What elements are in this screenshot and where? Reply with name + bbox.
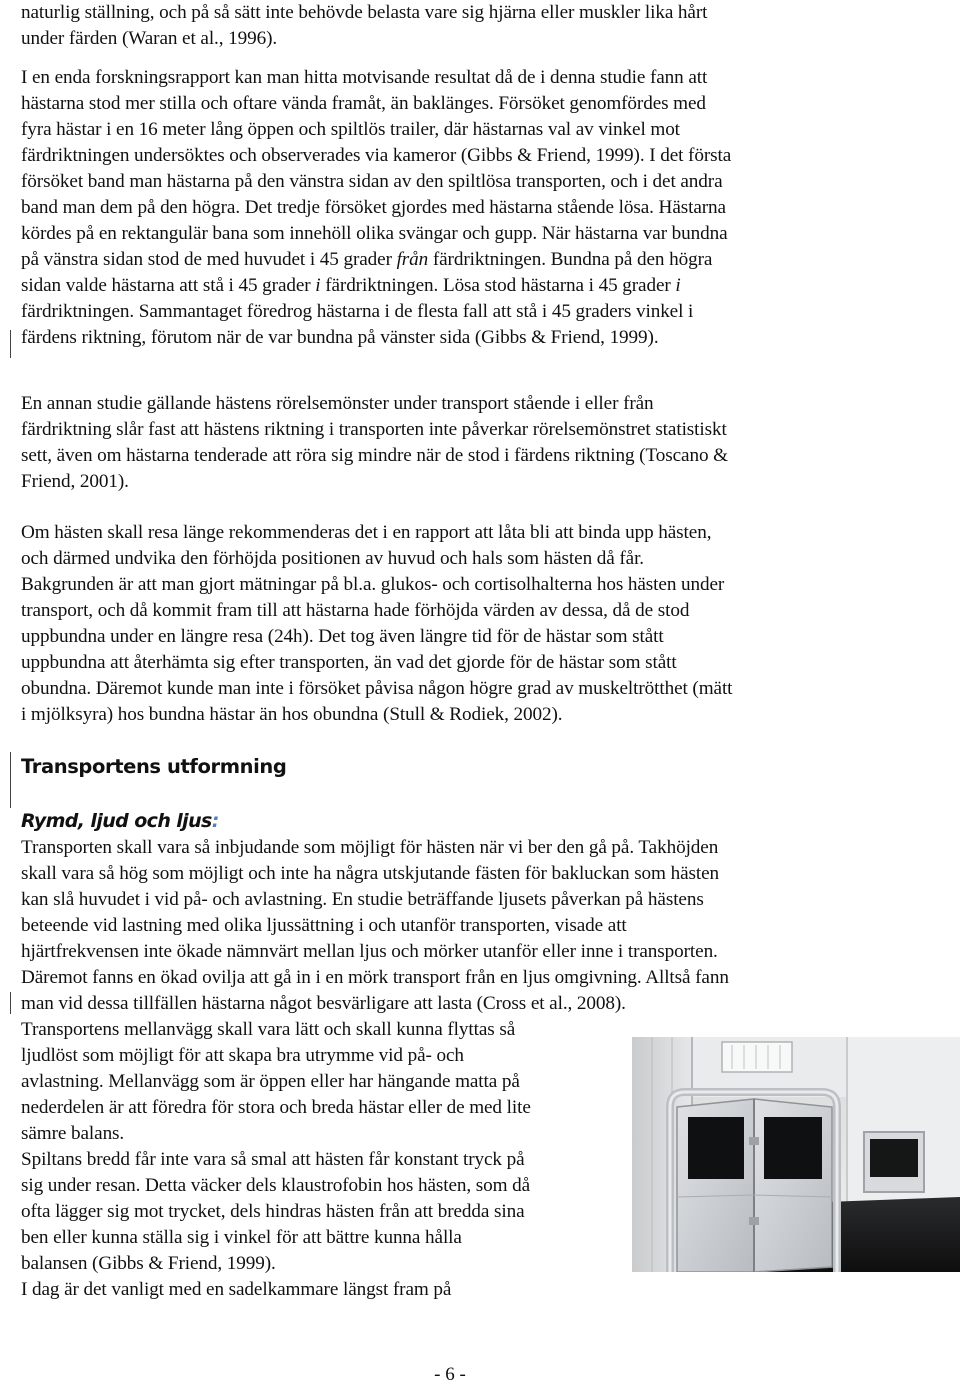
paragraph-4	[21, 520, 871, 728]
text-line: En annan studie gällande hästens rörelsemönster under transport stående i eller från	[21, 393, 654, 414]
text-line: Om hästen skall resa länge rekommenderas det i en rapport att låta bli att binda upp hästen,	[21, 522, 712, 543]
text-line: uppbundna att återhämta sig efter transporten, än vad det gjorde för de hästar som stått	[21, 652, 677, 673]
text-line: färdriktningen. Sammantaget föredrog hästarna i de flesta fall att stå i 45 graders vinkel i	[21, 301, 694, 322]
text-line: sämre balans.	[21, 1123, 125, 1144]
revision-bar	[10, 992, 11, 1014]
text-line: Transporten skall vara så inbjudande som möjligt för hästen när vi ber den gå på. Takhöjden	[21, 837, 719, 858]
text-line: Bakgrunden är att man gjort mätningar på bl.a. glukos- och cortisolhalterna hos hästen under	[21, 574, 725, 595]
text-line: och därmed undvika den förhöjda positionen av huvud och hals som hästen då får.	[21, 548, 645, 569]
text-line: band man dem på den högra. Det tredje försöket gjordes med hästarna stående lösa. Hästarna	[21, 197, 726, 218]
photo-illustration	[632, 1037, 960, 1272]
text-line: uppbundna under en längre resa (24h). Det tog även längre tid för de hästar som stått	[21, 626, 664, 647]
text-line: ljudlöst som möjligt för att skapa bra utrymme vid på- och	[21, 1045, 464, 1066]
italic-text: från	[396, 249, 429, 270]
text-line: kördes på en rektangulär bana som innehöll olika svängar och gupp. När hästarna var bundna	[21, 223, 728, 244]
text-line: man vid dessa tillfällen hästarna något besvärligare att lasta (Cross et al., 2008).	[21, 993, 626, 1014]
text-line: färdriktningen undersöktes och observerades via kameror (Gibbs & Friend, 1999). I det första	[21, 145, 732, 166]
text-run: på vänstra sidan stod de med huvudet i 45 grader	[21, 249, 397, 270]
text-run: sidan valde hästarna att stå i 45 grader	[21, 275, 316, 296]
page-number: - 6 -	[434, 1364, 466, 1385]
text-line: sig under resan. Detta väcker dels klaustrofobin hos hästen, som då	[21, 1175, 531, 1196]
heading-colon: :	[211, 810, 219, 832]
paragraph-3	[21, 391, 871, 495]
paragraph-8	[21, 1277, 631, 1303]
text-line: fyra hästar i en 16 meter lång öppen och spiltlös trailer, där hästarnas val av vinkel mot	[21, 119, 680, 140]
paragraph-5	[21, 835, 871, 1017]
text-line: ofta lägger sig mot trycket, dels hindras hästen från att bredda sina	[21, 1201, 525, 1222]
text-line: naturlig ställning, och på så sätt inte behövde belasta vare sig hjärna eller muskler lika hårt	[21, 2, 708, 23]
text-line: under färden (Waran et al., 1996).	[21, 28, 278, 49]
text-line: hästarna stod mer stilla och oftare vända framåt, än baklänges. Försöket genomfördes med	[21, 93, 706, 114]
text-run: färdriktningen. Bundna på den högra	[428, 249, 713, 270]
text-line	[21, 247, 871, 273]
text-line: försöket band man hästarna på den vänstra sidan av den spiltlösa transporten, och i det andra	[21, 171, 723, 192]
text-line: beteende vid lastning med olika ljussättning i och utanför transporten, visade att	[21, 915, 627, 936]
text-line: skall vara så hög som möjligt och inte ha några utskjutande fästen för bakluckan som hästen	[21, 863, 719, 884]
paragraph-1	[21, 0, 871, 52]
section-heading: Transportens utformning	[21, 755, 287, 778]
text-line: i mjölksyra) hos bundna hästar än hos obundna (Stull & Rodiek, 2002).	[21, 704, 563, 725]
text-line: sett, även om hästarna tenderade att röra sig mindre när de stod i färdens riktning (Toscano &	[21, 445, 728, 466]
subsection-heading	[21, 810, 219, 832]
text-line: Däremot fanns en ökad ovilja att gå in i en mörk transport från en ljus omgivning. Alltså fann	[21, 967, 729, 988]
revision-bar	[10, 330, 11, 358]
text-line: avlastning. Mellanvägg som är öppen eller har hängande matta på	[21, 1071, 520, 1092]
heading-text: Rymd, ljud och ljus	[21, 810, 212, 832]
text-line: kan slå huvudet i vid på- och avlastning. En studie beträffande ljusets påverkan på hästens	[21, 889, 704, 910]
text-line: transport, och då kommit fram till att hästarna hade förhöjda värden av dessa, då de stod	[21, 600, 690, 621]
text-line: nederdelen är att föredra för stora och breda hästar eller de med lite	[21, 1097, 531, 1118]
revision-bar	[10, 752, 11, 808]
text-line: obundna. Däremot kunde man inte i försöket påvisa någon högre grad av muskeltrötthet (mätt	[21, 678, 733, 699]
italic-text: i	[315, 275, 321, 296]
paragraph-7	[21, 1147, 631, 1277]
text-line: hjärtfrekvensen inte ökade nämnvärt mellan ljus och mörker utanför eller inne i transporten.	[21, 941, 718, 962]
text-line: Friend, 2001).	[21, 471, 129, 492]
italic-text: i	[675, 275, 681, 296]
text-line: Transportens mellanvägg skall vara lätt och skall kunna flyttas så	[21, 1019, 516, 1040]
text-line: färdriktning slår fast att hästens riktning i transporten inte påverkar rörelsemönstret statistiskt	[21, 419, 727, 440]
paragraph-2	[21, 65, 871, 351]
paragraph-6	[21, 1017, 631, 1147]
text-line: I en enda forskningsrapport kan man hitta motvisande resultat då de i denna studie fann att	[21, 67, 708, 88]
text-line: balansen (Gibbs & Friend, 1999).	[21, 1253, 276, 1274]
text-line: Spiltans bredd får inte vara så smal att hästen får konstant tryck på	[21, 1149, 525, 1170]
text-line: ben eller kunna ställa sig i vinkel för att bättre kunna hålla	[21, 1227, 462, 1248]
text-line: I dag är det vanligt med en sadelkammare längst fram på	[21, 1279, 452, 1300]
text-line	[21, 273, 871, 299]
text-line: färdens riktning, förutom när de var bundna på vänster sida (Gibbs & Friend, 1999).	[21, 327, 659, 348]
text-run: färdriktningen. Lösa stod hästarna i 45 grader	[320, 275, 676, 296]
trailer-interior-photo	[632, 1037, 960, 1272]
